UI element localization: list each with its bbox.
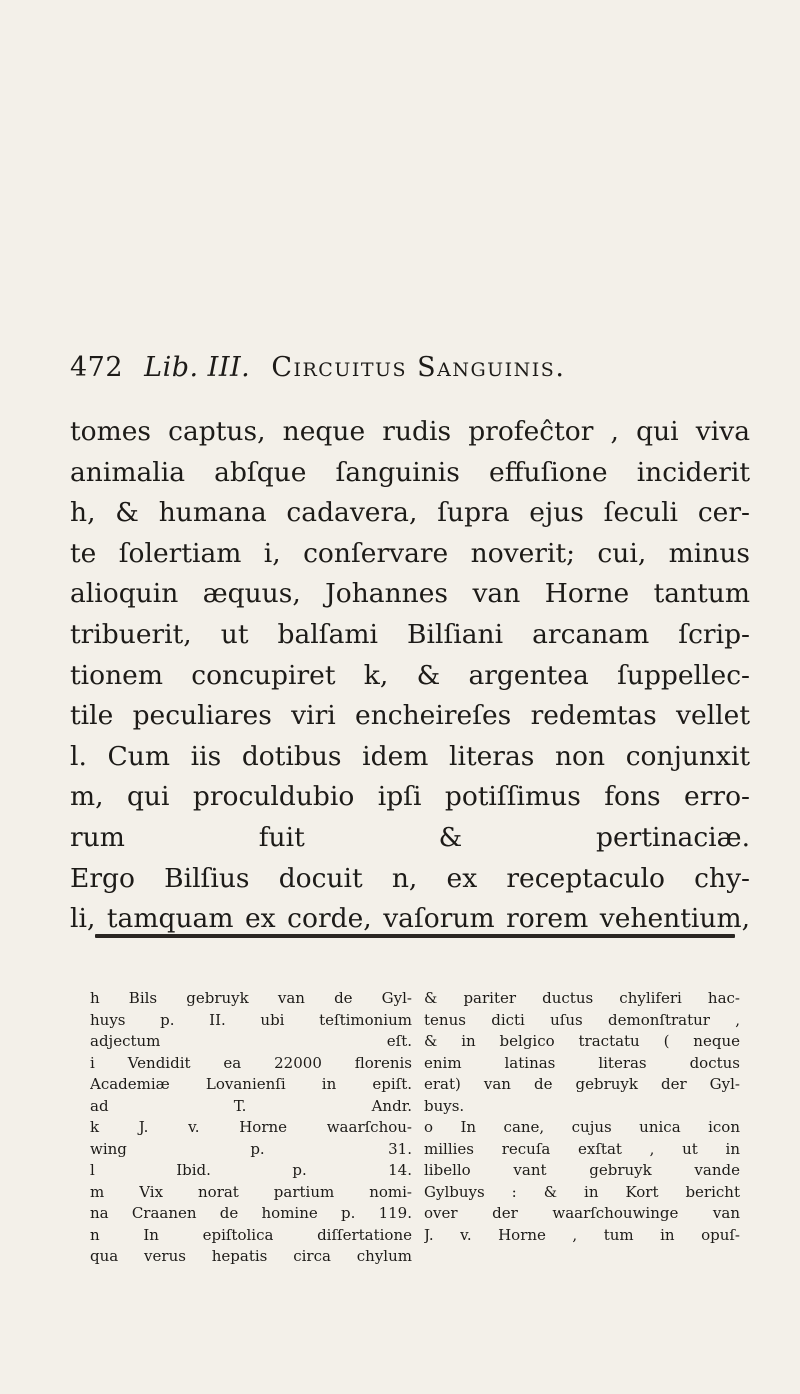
footnote-line: libello vant gebruyk vande [424, 1161, 740, 1179]
text-line: animalia abſque ſanguinis effuſione inciderit [70, 456, 750, 488]
footnote-line: k J. v. Horne waarſchou- [90, 1118, 412, 1136]
footnote-line: over der waarſchouwinge van [424, 1204, 740, 1222]
footnote-line: qua verus hepatis circa chylum [90, 1247, 412, 1265]
footnote-divider [95, 934, 735, 938]
footnote-line: & pariter ductus chyliferi hac- [424, 989, 740, 1007]
main-text [70, 412, 750, 940]
footnote-line: ad T. Andr. [90, 1096, 412, 1115]
footnote-line: adjectum eſt. [90, 1032, 412, 1050]
text-line: alioquin æquus, Johannes van Horne tantum [70, 578, 750, 610]
footnote-line: & in belgico tractatu ( neque [424, 1032, 740, 1050]
footnote-line: buys. [424, 1096, 465, 1115]
footnotes-left-column [90, 988, 412, 1268]
footnote-line: J. v. Horne , tum in opuſ- [424, 1225, 740, 1244]
page-header [70, 352, 750, 383]
text-line: tribuerit, ut balſami Bilſiani arcanam ſcrip- [70, 618, 750, 650]
text-line: h, & humana cadavera, ſupra ejus ſeculi cer- [70, 497, 750, 529]
footnote-line: na Craanen de homine p. 119. [90, 1204, 412, 1222]
footnote-line: l Ibid. p. 14. [90, 1161, 412, 1179]
text-line: li, tamquam ex corde, vaſorum rorem vehentium, [70, 903, 750, 935]
page-number: 472 [70, 352, 124, 383]
footnote-line: tenus dicti uſus demonſtratur , [424, 1010, 740, 1029]
text-line: l. Cum iis dotibus idem literas non conjunxit [70, 740, 750, 772]
text-line: te ſolertiam i, conſervare noverit; cui, minus [70, 537, 750, 569]
text-line: tile peculiares viri encheireſes redemtas vellet [70, 700, 750, 732]
footnote-line: millies recuſa exſtat , ut in [424, 1139, 740, 1158]
footnotes-right-column [424, 988, 740, 1246]
footnote-line: huys p. II. ubi teſtimonium [90, 1010, 412, 1029]
footnote-line: enim latinas literas doctus [424, 1053, 740, 1072]
footnote-line: wing p. 31. [90, 1139, 412, 1158]
footnote-line: Academiæ Lovanienſi in epiſt. [90, 1075, 412, 1093]
text-line: tionem concupiret k, & argentea ſuppellec- [70, 659, 750, 691]
book-section: Lib. III. [144, 352, 251, 383]
text-line: rum fuit & pertinaciæ. [70, 821, 750, 853]
text-line: tomes captus, neque rudis profeĉtor , qui viva [70, 416, 750, 447]
text-line: Ergo Bilſius docuit n, ex receptaculo chy- [70, 862, 750, 894]
text-line: m, qui proculdubio ipſi potiſſimus fons erro- [70, 781, 750, 813]
footnote-line: erat) van de gebruyk der Gyl- [424, 1075, 740, 1093]
running-title: Circuitus Sanguinis. [271, 352, 566, 383]
footnote-line: n In epiſtolica diſſertatione [90, 1225, 412, 1244]
footnote-line: Gylbuys : & in Kort bericht [424, 1182, 740, 1201]
footnote-line: h Bils gebruyk van de Gyl- [90, 989, 412, 1007]
footnote-line: o In cane, cujus unica icon [424, 1118, 740, 1136]
footnote-line: m Vix norat partium nomi- [90, 1182, 412, 1201]
footnote-line: i Vendidit ea 22000 florenis [90, 1053, 412, 1072]
